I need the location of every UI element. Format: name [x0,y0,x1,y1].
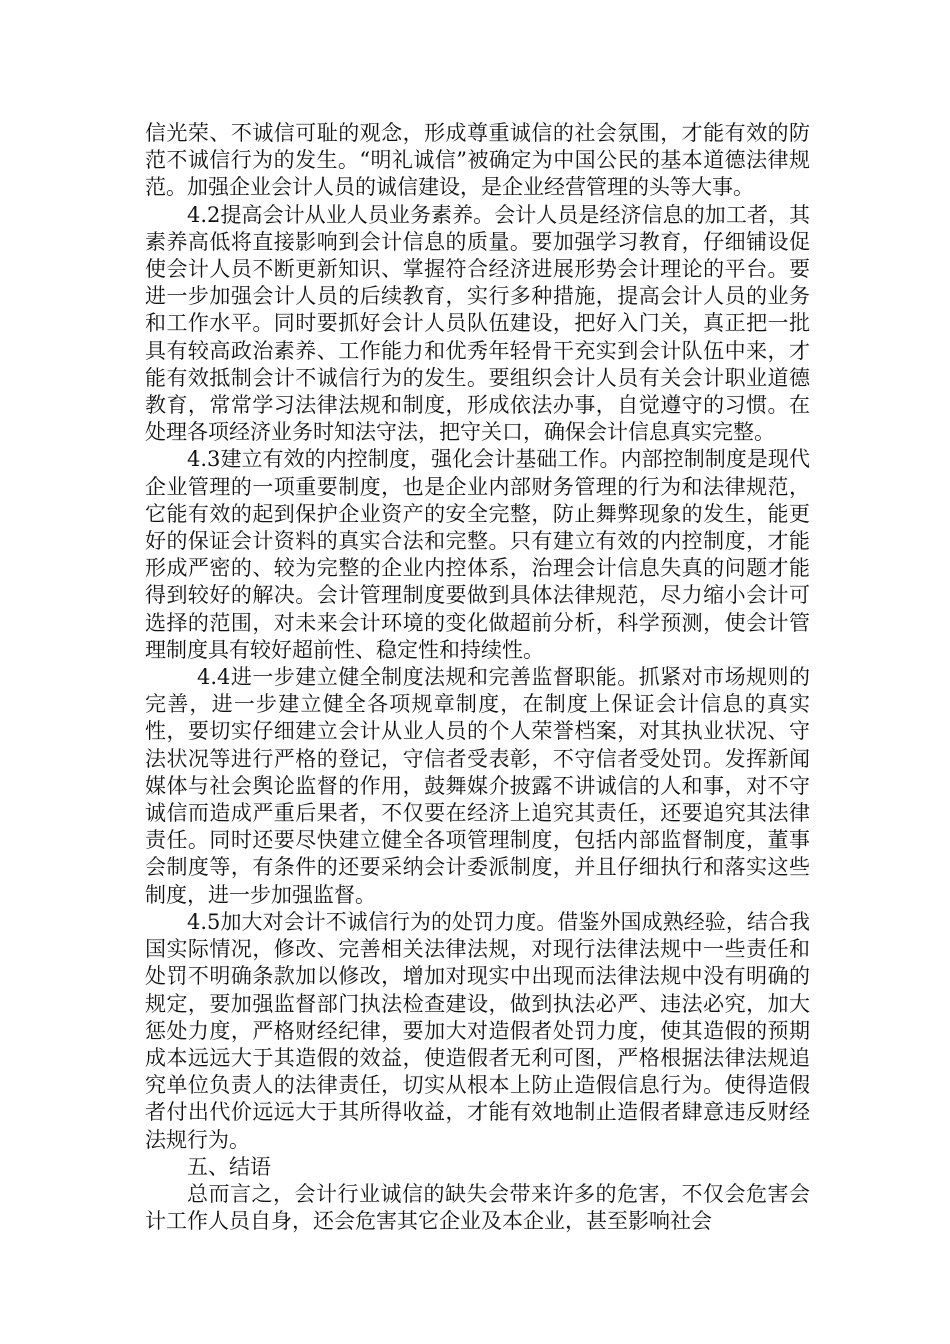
paragraph-4-4: 4.4进一步建立健全制度法规和完善监督职能。抓紧对市场规则的完善，进一步建立健全各项规章制度，在制度上保证会计信息的真实性，要切实仔细建立会计从业人员的个人荣誉档案，对其执业状况、守法状况等进行严格的登记，守信者受表彰，不守信者受处罚。发挥新闻媒体与社会舆论监督的作用，鼓舞媒介披露不讲诚信的人和事，对不守诚信而造成严重后果者，不仅要在经济上追究其责任，还要追究其法律责任。同时还要尽快建立健全各项管理制度，包括内部监督制度，董事会制度等，有条件的还要采纳会计委派制度，并且仔细执行和落实这些制度，进一步加强监督。 [145,665,810,907]
document-page [145,120,810,1235]
section-heading-conclusion: 五、结语 [187,1154,271,1179]
paragraph-conclusion: 总而言之，会计行业诚信的缺失会带来许多的危害，不仅会危害会计工作人员自身，还会危害其它企业及本企业，甚至影响社会 [145,1181,810,1234]
paragraph-intro-continued: 信光荣、不诚信可耻的观念，形成尊重诚信的社会氛围，才能有效的防范不诚信行为的发生。“明礼诚信”被确定为中国公民的基本道德法律规范。加强企业会计人员的诚信建设，是企业经营管理的头等大事。 [145,121,810,200]
paragraph-4-3: 4.3建立有效的内控制度，强化会计基础工作。内部控制制度是现代企业管理的一项重要制度，也是企业内部财务管理的行为和法律规范，它能有效的起到保护企业资产的安全完整，防止舞弊现象的发生，能更好的保证会计资料的真实合法和完整。只有建立有效的内控制度，才能形成严密的、较为完整的企业内控体系，治理会计信息失真的问题才能得到较好的解决。会计管理制度要做到具体法律规范，尽力缩小会计可选择的范围，对未来会计环境的变化做超前分析，科学预测，使会计管理制度具有较好超前性、稳定性和持续性。 [145,447,810,662]
paragraph-4-2: 4.2提高会计从业人员业务素养。会计人员是经济信息的加工者，其素养高低将直接影响到会计信息的质量。要加强学习教育，仔细铺设促使会计人员不断更新知识、掌握符合经济进展形势会计理论的平台。要进一步加强会计人员的后续教育，实行多种措施，提高会计人员的业务和工作水平。同时要抓好会计人员队伍建设，把好入门关，真正把一批具有较高政治素养、工作能力和优秀年轻骨干充实到会计队伍中来，才能有效抵制会计不诚信行为的发生。要组织会计人员有关会计职业道德教育，常常学习法律法规和制度，形成依法办事，自觉遵守的习惯。在处理各项经济业务时知法守法，把守关口，确保会计信息真实完整。 [145,202,810,445]
paragraph-4-5: 4.5加大对会计不诚信行为的处罚力度。借鉴外国成熟经验，结合我国实际情况，修改、完善相关法律法规，对现行法律法规中一些责任和处罚不明确条款加以修改，增加对现实中出现而法律法规中没有明确的规定，要加强监督部门执法检查建设，做到执法必严、违法必究，加大惩处力度，严格财经纪律，要加大对造假者处罚力度，使其造假的预期成本远远大于其造假的效益，使造假者无利可图，严格根据法律法规追究单位负责人的法律责任，切实从根本上防止造假信息行为。使得造假者付出代价远远大于其所得收益，才能有效地制止造假者肆意违反财经法规行为。 [145,909,810,1152]
